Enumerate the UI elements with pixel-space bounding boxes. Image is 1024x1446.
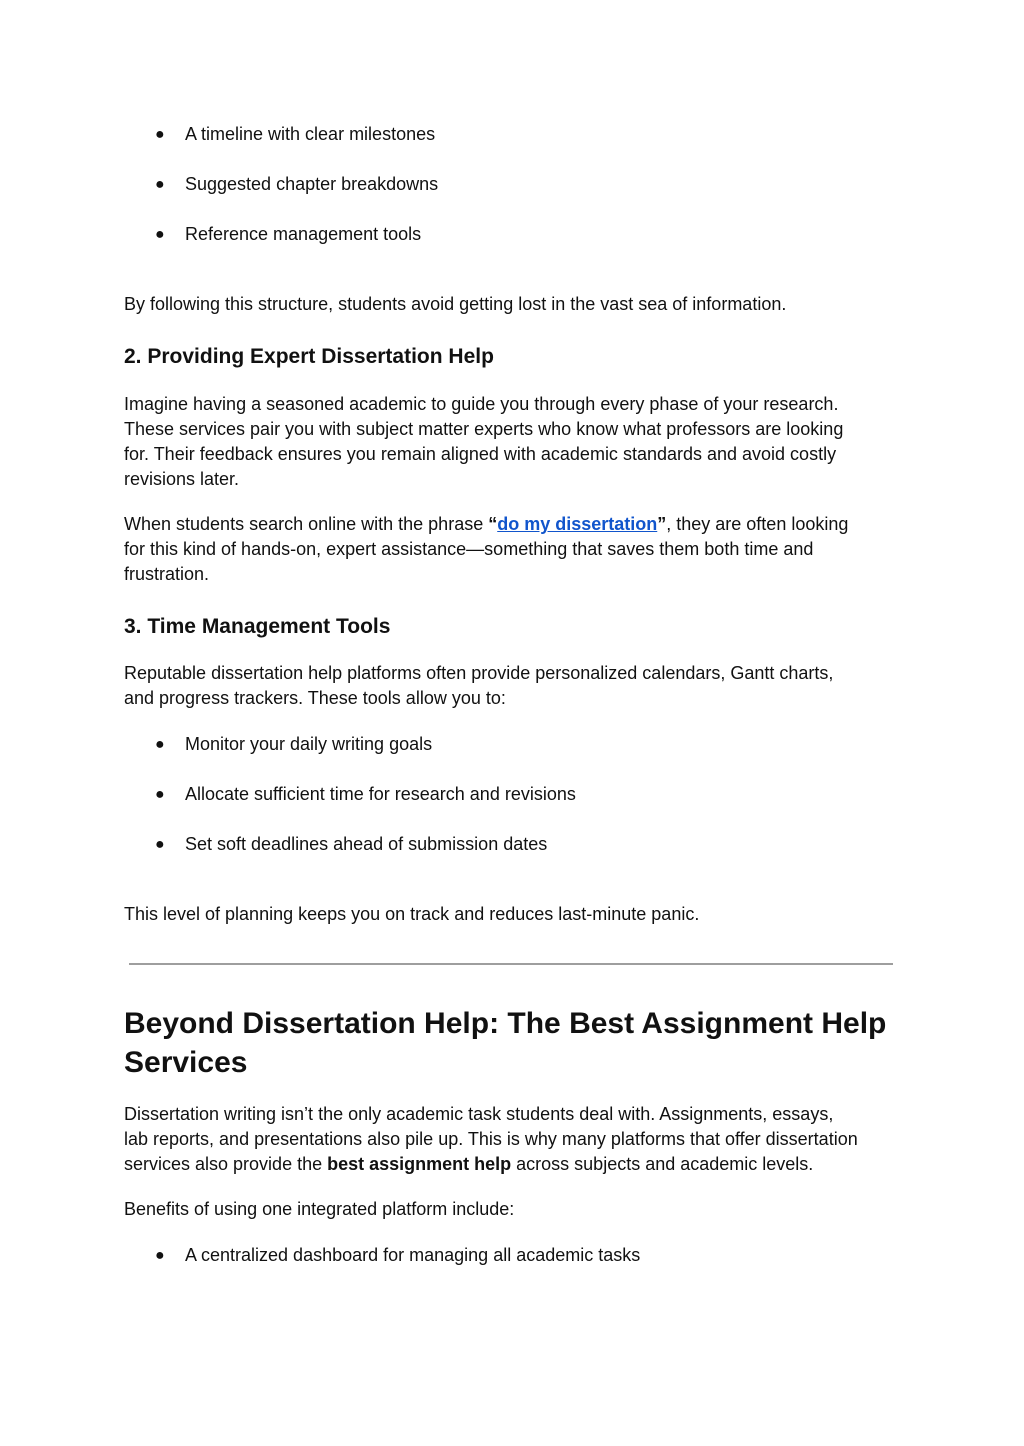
paragraph-line: lab reports, and presentations also pile up. This is why many platforms that offer dissertation — [124, 1129, 858, 1149]
bullet-marker: ● — [155, 736, 165, 753]
paragraph-planning: This level of planning keeps you on track and reduces last-minute panic. — [124, 904, 700, 924]
horizontal-divider — [129, 963, 893, 965]
paragraph-line: Imagine having a seasoned academic to guide you through every phase of your research. — [124, 394, 839, 414]
text-fragment: services also provide the — [124, 1154, 328, 1174]
heading-line: Services — [124, 1046, 248, 1079]
paragraph-line: for. Their feedback ensures you remain aligned with academic standards and avoid costly — [124, 444, 837, 464]
list-item: Reference management tools — [185, 224, 422, 244]
text-fragment: , they are often looking — [666, 514, 849, 534]
list-item: Monitor your daily writing goals — [185, 734, 433, 754]
paragraph-line: Reputable dissertation help platforms often provide personalized calendars, Gantt charts, — [124, 663, 834, 683]
list-item: Allocate sufficient time for research and revisions — [185, 784, 576, 804]
paragraph-line — [124, 512, 904, 537]
bullet-marker: ● — [155, 1247, 165, 1264]
list-item: A timeline with clear milestones — [185, 124, 436, 144]
paragraph-line: frustration. — [124, 564, 210, 584]
heading-line: Beyond Dissertation Help: The Best Assignment Help — [124, 1007, 887, 1040]
list-item: Set soft deadlines ahead of submission dates — [185, 834, 548, 854]
paragraph-dissertation-writing — [124, 1102, 904, 1177]
text-fragment: When students search online with the phrase — [124, 514, 489, 534]
do-my-dissertation-link[interactable]: do my dissertation — [497, 514, 658, 534]
paragraph-line — [124, 1152, 904, 1177]
paragraph-line: and progress trackers. These tools allow you to: — [124, 688, 506, 708]
heading-beyond-dissertation — [124, 1004, 904, 1082]
bullet-marker: ● — [155, 836, 165, 853]
heading-expert-help: 2. Providing Expert Dissertation Help — [124, 345, 494, 368]
paragraph-imagine — [124, 392, 904, 492]
list-item: A centralized dashboard for managing all academic tasks — [185, 1245, 641, 1265]
bullet-marker: ● — [155, 126, 165, 143]
paragraph-line: for this kind of hands-on, expert assistance—something that saves them both time and — [124, 539, 814, 559]
bold-phrase: best assignment help — [327, 1154, 512, 1174]
paragraph-search — [124, 512, 904, 587]
bullet-marker: ● — [155, 226, 165, 243]
paragraph-line: Dissertation writing isn’t the only academic task students deal with. Assignments, essays, — [124, 1104, 834, 1124]
paragraph-line: revisions later. — [124, 469, 240, 489]
paragraph-structure: By following this structure, students avoid getting lost in the vast sea of information. — [124, 294, 787, 314]
paragraph-line: These services pair you with subject matter experts who know what professors are looking — [124, 419, 844, 439]
paragraph-benefits: Benefits of using one integrated platform include: — [124, 1199, 515, 1219]
close-quote: ” — [657, 514, 667, 534]
paragraph-reputable — [124, 661, 904, 711]
heading-time-management: 3. Time Management Tools — [124, 615, 391, 638]
open-quote: “ — [488, 514, 498, 534]
text-fragment: across subjects and academic levels. — [511, 1154, 814, 1174]
bullet-marker: ● — [155, 176, 165, 193]
bullet-marker: ● — [155, 786, 165, 803]
list-item: Suggested chapter breakdowns — [185, 174, 439, 194]
